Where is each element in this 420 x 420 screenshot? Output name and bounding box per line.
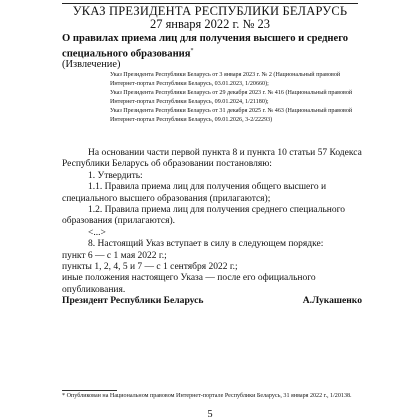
reference-item: Указ Президента Республики Беларусь от 31 декабря 2025 г. № 463 (Национальный правовой Интернет-портал Республики Беларусь, 09.01.2026, 3-2/22293) — [110, 108, 353, 124]
page-number: 5 — [207, 409, 213, 420]
clause-item: пункт 6 — с 1 мая 2022 г.; — [62, 250, 167, 261]
clause-item: иные положения настоящего Указа — после его официального опубликования. — [62, 273, 316, 295]
paragraph-8: 8. Настоящий Указ вступает в силу в следующем порядке: — [88, 239, 324, 250]
title-text: О правилах приема лиц для получения высшего и среднего специального образования — [62, 33, 349, 60]
clause-item: пункты 1, 2, 4, 5 и 7 — с 1 сентября 2022 г.; — [62, 262, 238, 273]
extract-note: (Извлечение) — [62, 59, 121, 70]
footnote: * Опубликован на Национальном правовом Интернет-портале Республики Беларусь, 31 января 2022 г., 1/20138. — [62, 393, 352, 399]
decree-date: 27 января 2022 г. № 23 — [149, 17, 271, 31]
title-footnote-mark: * — [190, 48, 194, 54]
omission-mark: <...> — [88, 227, 106, 238]
signatory-title: Президент Республики Беларусь — [62, 295, 204, 306]
signatory-name: А.Лукашенко — [302, 295, 362, 306]
footnote-rule — [62, 390, 117, 391]
paragraph-1: 1. Утвердить: — [88, 170, 143, 181]
decree-header: УКАЗ ПРЕЗИДЕНТА РЕСПУБЛИКИ БЕЛАРУСЬ — [72, 4, 348, 18]
reference-item: Указ Президента Республики Беларусь от 29 декабря 2023 г. № 416 (Национальный правовой Интернет-портал Республики Беларусь, 09.01.2024, 1/21180); — [110, 90, 353, 106]
paragraph-1-2: 1.2. Правила приема лиц для получения среднего специального образования (прилагаются). — [62, 205, 346, 227]
amendment-references — [110, 71, 366, 126]
preamble-paragraph: На основании части первой пункта 8 и пункта 10 статьи 57 Кодекса Республики Беларусь об образовании постановляю: — [62, 148, 362, 170]
reference-item: Указ Президента Республики Беларусь от 3 января 2023 г. № 2 (Национальный правовой Интернет-портал Республики Беларусь, 03.01.2023, 1/20660); — [110, 72, 341, 88]
paragraph-1-1: 1.1. Правила приема лиц для получения общего высшего и специального высшего образования (прилагаются); — [62, 182, 327, 204]
decree-body — [62, 148, 362, 296]
document-title — [62, 32, 362, 61]
